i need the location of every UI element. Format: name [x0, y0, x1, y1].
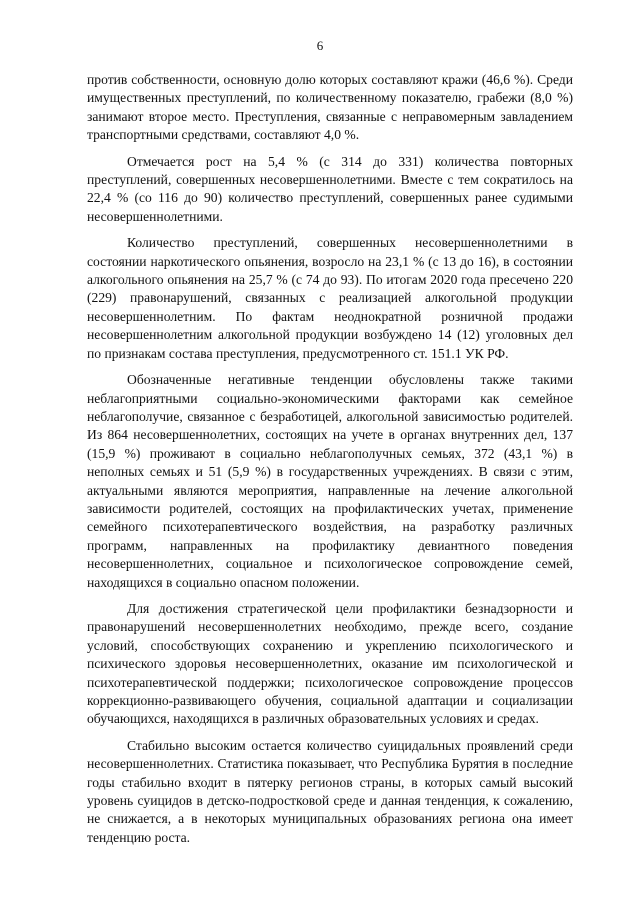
document-body	[87, 71, 573, 855]
page-number: 6	[316, 38, 324, 53]
paragraph-property-crimes: против собственности, основную долю которых составляют кражи (46,6 %). Среди имущественных преступлений, по количественному показателю, грабежи (8,0 %) занимают второе место. Преступления, связанные с неправомерным завладением транспортными средствами, составляют 4,0 %.	[87, 72, 573, 143]
paragraph-intoxication-crimes: Количество преступлений, совершенных несовершеннолетними в состоянии наркотического опьянения, возросло на 23,1 % (с 13 до 16), в состоянии алкогольного опьянения на 25,7 % (с 74 до 93). По итогам 2020 года пресечено 220 (229) правонарушений, связанных с реализацией алкогольной продукции несовершеннолетним. По фактам неоднократной розничной продажи несовершеннолетним алкогольной продукции возбуждено 14 (12) уголовных дел по признакам состава преступления, предусмотренного ст. 151.1 УК РФ.	[87, 235, 573, 361]
paragraph-strategic-goal: Для достижения стратегической цели профилактики безнадзорности и правонарушений несовершеннолетних необходимо, прежде всего, создание условий, способствующих сохранению и укреплению психологического и психического здоровья несовершеннолетних, оказание им психологической и психотерапевтической поддержки; психологическое сопровождение процессов коррекционно-развивающего обучения, социальной адаптации и социализации обучающихся, находящихся в различных образовательных условиях и средах.	[87, 600, 573, 727]
paragraph-suicidal-manifestations: Стабильно высоким остается количество суицидальных проявлений среди несовершеннолетних. Статистика показывает, что Республика Бурятия в последние годы стабильно входит в пятерку регионов страны, в которых самый высокий уровень суицидов в детско-подростковой среде и данная тенденция, к сожалению, не снижается, а в некоторых муниципальных образованиях региона она имеет тенденцию роста.	[87, 737, 573, 845]
paragraph-repeat-offenses: Отмечается рост на 5,4 % (с 314 до 331) количества повторных преступлений, совершенных несовершеннолетними. Вместе с тем сократилось на 22,4 % (со 116 до 90) количество преступлений, совершенных ранее судимыми несовершеннолетними.	[87, 153, 573, 224]
paragraph-negative-trends: Обозначенные негативные тенденции обусловлены также такими неблагоприятными социально-экономическими факторами как семейное неблагополучие, связанное с безработицей, алкогольной зависимостью родителей. Из 864 несовершеннолетних, состоящих на учете в органах внутренних дел, 137 (15,9 %) проживают в социально неблагополучных семьях, 372 (43,1 %) в неполных семьях и 51 (5,9 %) в государственных учреждениях. В связи с этим, актуальными являются мероприятия, направленные на лечение алкогольной зависимости родителей, состоящих на профилактических учетах, применение семейного психотерапевтического воздействия, на разработку различных программ, направленных на профилактику девиантного поведения несовершеннолетних, социальное и психологическое сопровождение семей, находящихся в социально опасном положении.	[87, 372, 573, 590]
